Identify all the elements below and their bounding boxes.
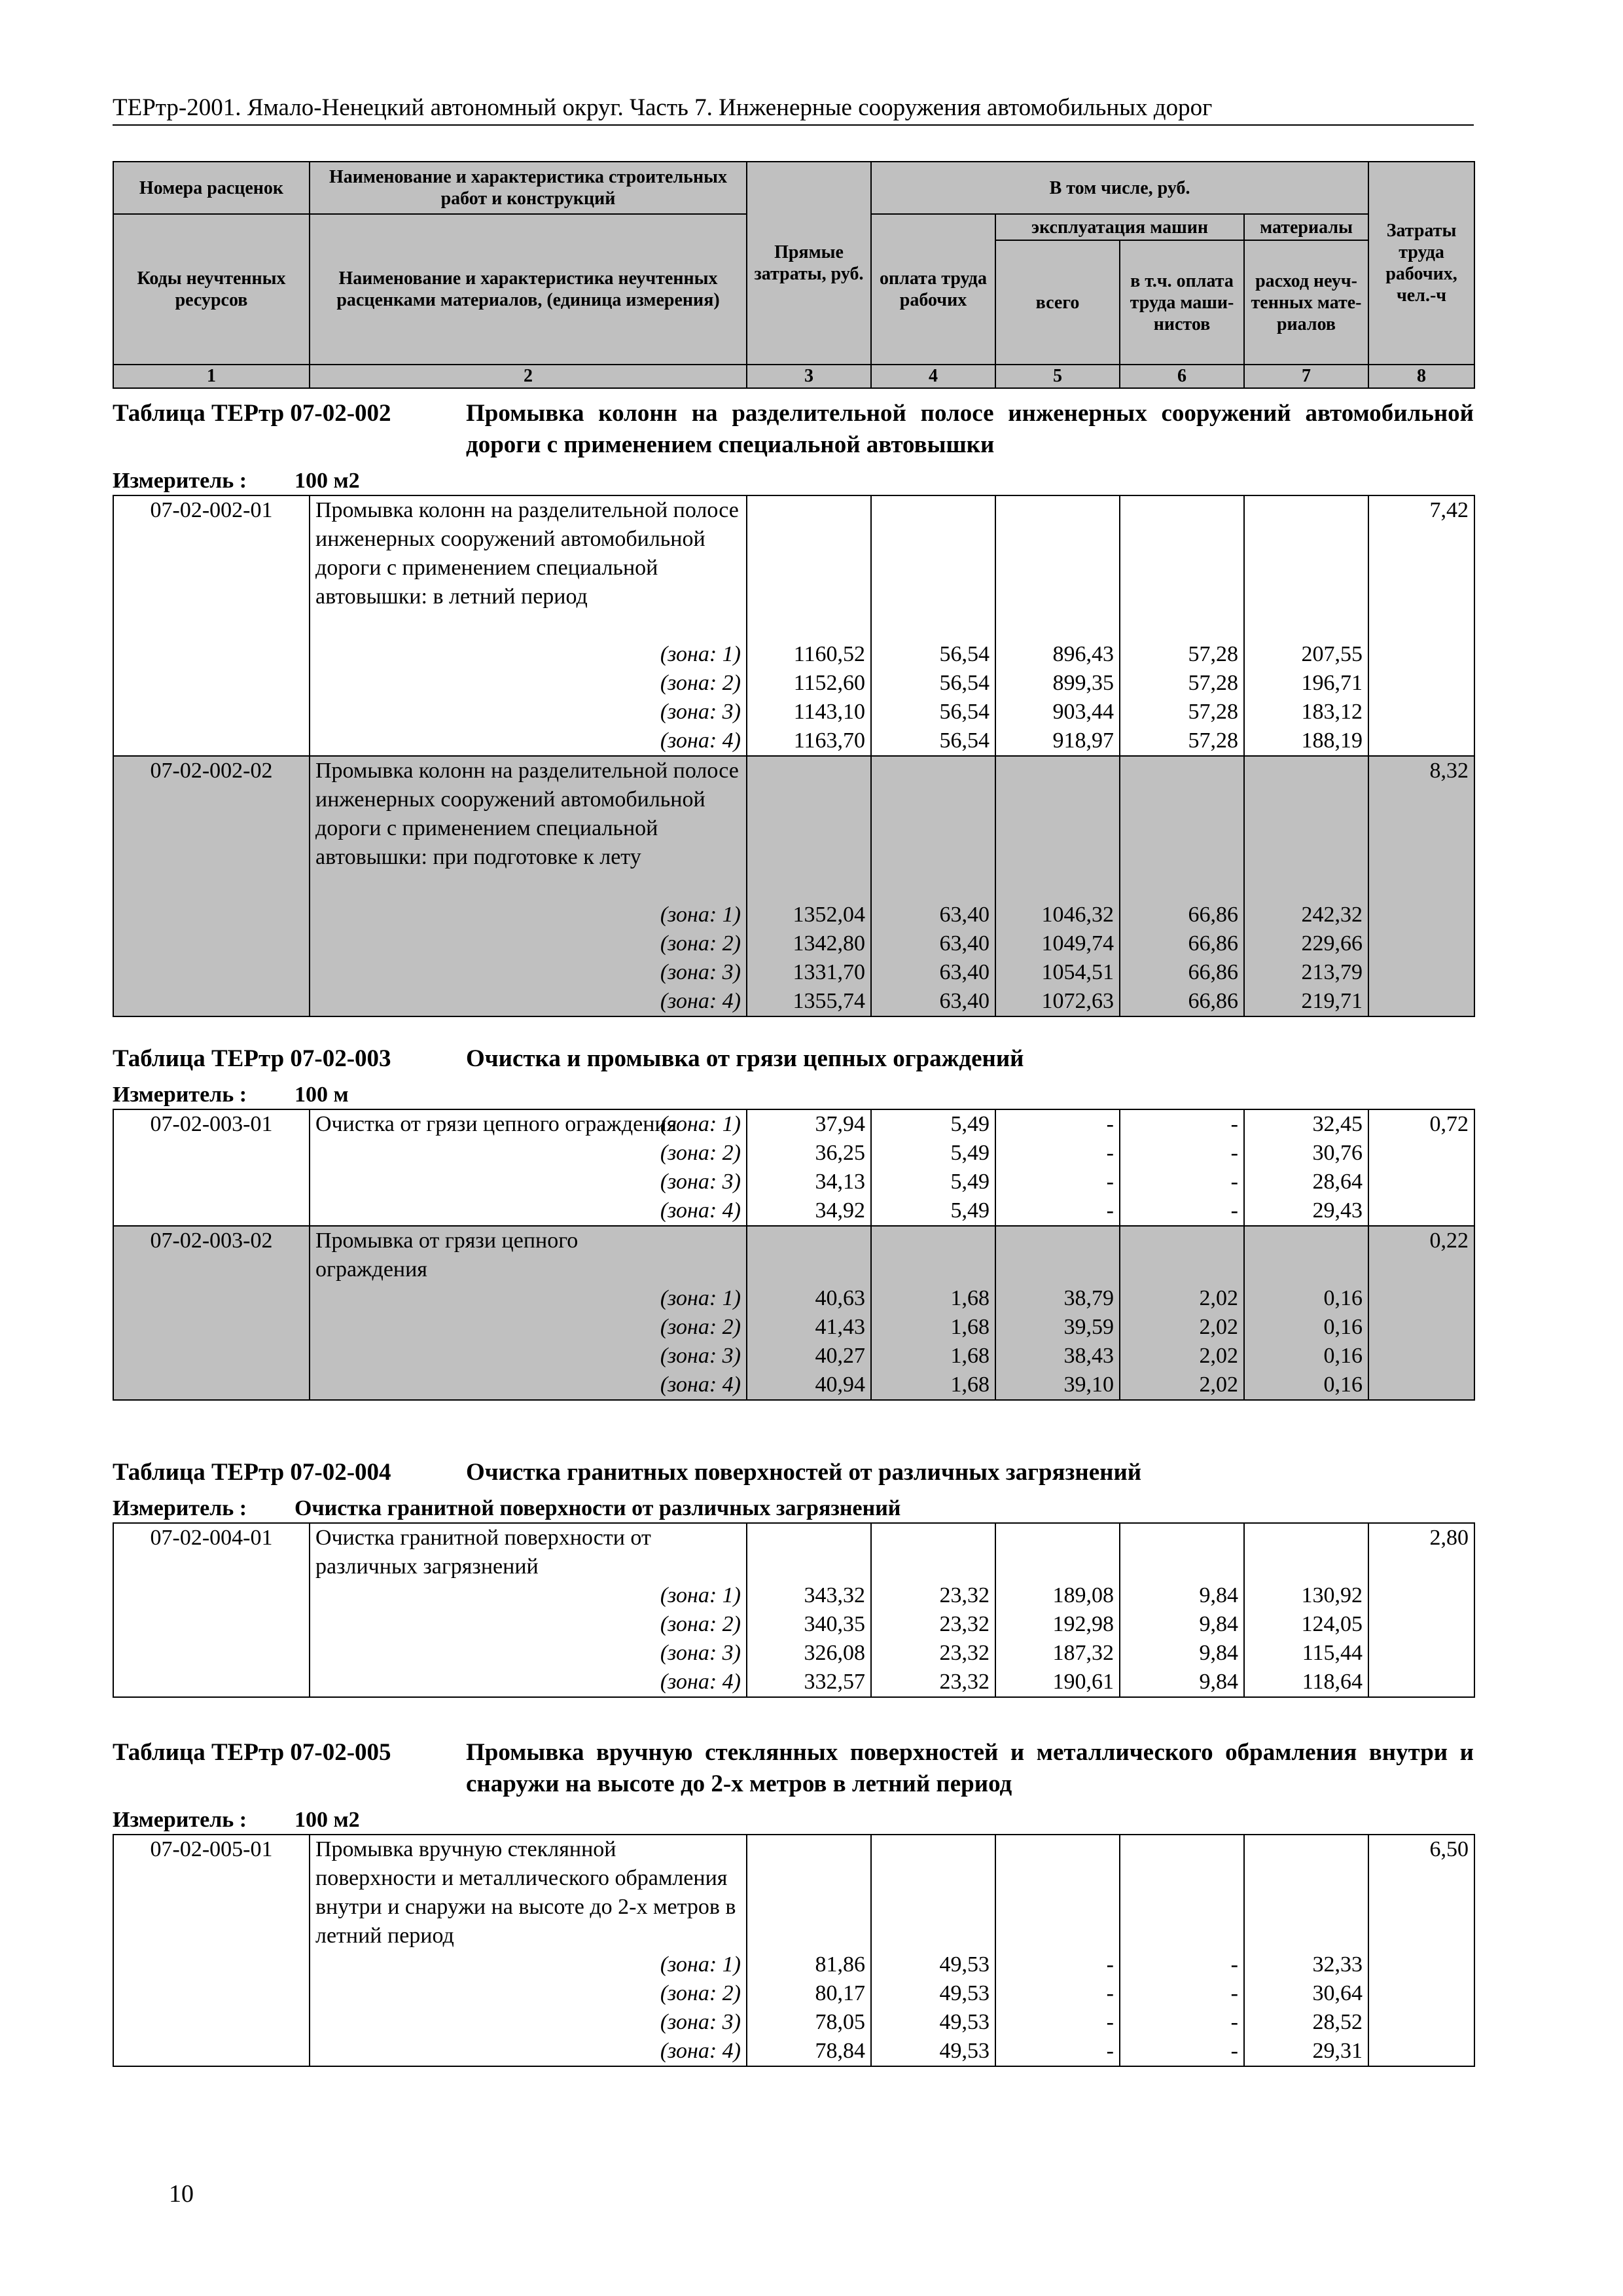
section-07-02-002: [113, 398, 1474, 1017]
zone-label: (зона: 4): [660, 1372, 741, 1397]
zone-label: (зона: 2): [660, 1141, 741, 1165]
rate-name: Очистка гранитной поверхности от различных загрязнений: [315, 1526, 651, 1579]
machinists-cell: 66,86 66,86 66,86 66,86: [1120, 756, 1244, 1016]
materials-cell: 0,16 0,16 0,16 0,16: [1244, 1226, 1368, 1400]
labor-pay-cell: 1,68 1,68 1,68 1,68: [871, 1226, 995, 1400]
zone-label: (зона: 4): [660, 1198, 741, 1223]
machines-cell: 1046,32 1049,74 1054,51 1072,63: [995, 756, 1120, 1016]
zone-label: (зона: 2): [660, 1981, 741, 2005]
zone-label: (зона: 4): [660, 728, 741, 753]
section-07-02-003: [113, 1043, 1474, 1401]
labor-pay-cell: 23,32 23,32 23,32 23,32: [871, 1523, 995, 1697]
header-total: всего: [995, 240, 1120, 365]
materials-cell: 242,32 229,66 213,79 219,71: [1244, 756, 1368, 1016]
meter-label: Измеритель :: [113, 1808, 247, 1832]
section-07-02-005: [113, 1737, 1474, 2067]
machines-cell: - - - -: [995, 1109, 1120, 1226]
header-labor-pay: оплата труда рабочих: [871, 214, 995, 365]
labor-costs-cell: 7,42: [1368, 495, 1474, 756]
labor-costs-cell: 8,32: [1368, 756, 1474, 1016]
labor-pay-cell: 63,40 63,40 63,40 63,40: [871, 756, 995, 1016]
table-title: Очистка и промывка от грязи цепных ограждений: [466, 1045, 1024, 1072]
zone-label: (зона: 1): [660, 1583, 741, 1607]
meter-label: Измеритель :: [113, 1496, 247, 1520]
rate-code: 07-02-003-02: [113, 1226, 310, 1400]
rate-code: 07-02-005-01: [113, 1835, 310, 2066]
rate-name: Промывка колонн на разделительной полосе инженерных сооружений автомобильной дороги с применением специальной автовышки: в летний период: [315, 498, 739, 609]
labor-costs-cell: 2,80: [1368, 1523, 1474, 1697]
meter-label: Измеритель :: [113, 469, 247, 493]
header-including: В том числе, руб.: [871, 162, 1368, 214]
direct-costs-cell: 81,86 80,17 78,05 78,84: [747, 1835, 871, 2066]
rate-code: 07-02-002-02: [113, 756, 310, 1016]
rate-row: [113, 1226, 1474, 1400]
zone-label: (зона: 2): [660, 1315, 741, 1339]
materials-cell: 32,45 30,76 28,64 29,43: [1244, 1109, 1368, 1226]
direct-costs-cell: 1352,04 1342,80 1331,70 1355,74: [747, 756, 871, 1016]
rate-name-cell: [310, 756, 747, 1016]
header-name-char: Наименование и характеристика строительных работ и конструкций: [310, 162, 747, 214]
meter-value: Очистка гранитной поверхности от различных загрязнений: [294, 1496, 901, 1520]
col-number: 5: [995, 365, 1120, 388]
direct-costs-cell: 40,63 41,43 40,27 40,94: [747, 1226, 871, 1400]
meter-label: Измеритель :: [113, 1083, 247, 1107]
rate-code: 07-02-003-01: [113, 1109, 310, 1226]
col-number: 7: [1244, 365, 1368, 388]
rate-name-cell: [310, 1523, 747, 1697]
page-number: 10: [169, 2180, 194, 2208]
labor-pay-cell: 5,49 5,49 5,49 5,49: [871, 1109, 995, 1226]
machines-cell: 189,08 192,98 187,32 190,61: [995, 1523, 1120, 1697]
table-number: Таблица ТЕРтр 07-02-004: [113, 1459, 391, 1486]
header-rate-numbers: Номера расценок: [113, 162, 310, 214]
zone-label: (зона: 2): [660, 931, 741, 956]
header-name-unaccounted: Наименование и характеристика неучтенных расценками материалов, (единица измерения): [310, 214, 747, 365]
header-labor-costs: Затраты труда рабочих, чел.-ч: [1368, 162, 1474, 365]
table-number: Таблица ТЕРтр 07-02-002: [113, 400, 391, 427]
machinists-cell: - - - -: [1120, 1835, 1244, 2066]
table-number: Таблица ТЕРтр 07-02-003: [113, 1045, 391, 1072]
zone-label: (зона: 1): [660, 1952, 741, 1977]
zone-label: (зона: 1): [660, 903, 741, 927]
labor-costs-cell: 0,72: [1368, 1109, 1474, 1226]
labor-pay-cell: 56,54 56,54 56,54 56,54: [871, 495, 995, 756]
machines-cell: - - - -: [995, 1835, 1120, 2066]
rate-name-cell: [310, 1109, 747, 1226]
zone-label: (зона: 4): [660, 1670, 741, 1694]
header-direct-costs: Прямые затраты, руб.: [747, 162, 871, 365]
section-07-02-004: [113, 1457, 1474, 1698]
rate-name-cell: [310, 1226, 747, 1400]
materials-cell: 207,55 196,71 183,12 188,19: [1244, 495, 1368, 756]
zone-label: (зона: 4): [660, 2039, 741, 2063]
machinists-cell: 9,84 9,84 9,84 9,84: [1120, 1523, 1244, 1697]
rate-name: Очистка от грязи цепного ограждения: [315, 1112, 677, 1136]
rate-row: [113, 495, 1474, 756]
col-number: 6: [1120, 365, 1244, 388]
direct-costs-cell: 1160,52 1152,60 1143,10 1163,70: [747, 495, 871, 756]
header-codes: Коды неучтенных ресурсов: [113, 214, 310, 365]
materials-cell: 130,92 124,05 115,44 118,64: [1244, 1523, 1368, 1697]
zone-label: (зона: 3): [660, 960, 741, 984]
rate-name: Промывка от грязи цепного ограждения: [315, 1229, 579, 1282]
col-number: 3: [747, 365, 871, 388]
rates-table: [113, 495, 1475, 1017]
labor-pay-cell: 49,53 49,53 49,53 49,53: [871, 1835, 995, 2066]
zone-label: (зона: 2): [660, 1612, 741, 1636]
zone-label: (зона: 1): [660, 642, 741, 666]
table-number: Таблица ТЕРтр 07-02-005: [113, 1739, 391, 1766]
meter-value: 100 м: [294, 1083, 349, 1107]
machines-cell: 896,43 899,35 903,44 918,97: [995, 495, 1120, 756]
col-number: 1: [113, 365, 310, 388]
rate-row: [113, 1523, 1474, 1697]
machinists-cell: 57,28 57,28 57,28 57,28: [1120, 495, 1244, 756]
rates-table: [113, 1834, 1475, 2067]
rate-row: [113, 1835, 1474, 2066]
rate-name: Промывка вручную стеклянной поверхности и металлического обрамления внутри и снаружи на высоте до 2-х метров в летний период: [315, 1837, 736, 1948]
direct-costs-cell: 343,32 340,35 326,08 332,57: [747, 1523, 871, 1697]
materials-cell: 32,33 30,64 28,52 29,31: [1244, 1835, 1368, 2066]
table-title: Промывка колонн на разделительной полосе инженерных сооружений автомобильной дороги с применением специальной автовышки: [466, 400, 1474, 458]
labor-costs-cell: 0,22: [1368, 1226, 1474, 1400]
rate-name-cell: [310, 495, 747, 756]
zone-label: (зона: 3): [660, 1170, 741, 1194]
header-materials: материалы: [1244, 214, 1368, 240]
rate-row: [113, 756, 1474, 1016]
rates-table: [113, 1109, 1475, 1401]
rates-table: [113, 1522, 1475, 1698]
zone-label: (зона: 4): [660, 989, 741, 1013]
labor-costs-cell: 6,50: [1368, 1835, 1474, 2066]
direct-costs-cell: 37,94 36,25 34,13 34,92: [747, 1109, 871, 1226]
rate-name: Промывка колонн на разделительной полосе инженерных сооружений автомобильной дороги с применением специальной автовышки: при подготовке к лету: [315, 759, 739, 869]
rate-name-cell: [310, 1835, 747, 2066]
page-header: ТЕРтр-2001. Ямало-Ненецкий автономный округ. Часть 7. Инженерные сооружения автомобильных дорог: [113, 93, 1474, 126]
rate-row: [113, 1109, 1474, 1226]
col-number: 8: [1368, 365, 1474, 388]
zone-label: (зона: 3): [660, 700, 741, 724]
col-number: 2: [310, 365, 747, 388]
zone-label: (зона: 3): [660, 1344, 741, 1368]
table-title: Очистка гранитных поверхностей от различных загрязнений: [466, 1459, 1142, 1486]
header-materials-consumption: расход неуч-тенных мате-риалов: [1244, 240, 1368, 365]
rate-code: 07-02-002-01: [113, 495, 310, 756]
machinists-cell: - - - -: [1120, 1109, 1244, 1226]
rate-code: 07-02-004-01: [113, 1523, 310, 1697]
zone-label: (зона: 3): [660, 1641, 741, 1665]
machines-cell: 38,79 39,59 38,43 39,10: [995, 1226, 1120, 1400]
column-header-table: [113, 161, 1475, 389]
zone-label: (зона: 1): [660, 1112, 741, 1136]
meter-value: 100 м2: [294, 469, 360, 493]
zone-label: (зона: 1): [660, 1286, 741, 1310]
machinists-cell: 2,02 2,02 2,02 2,02: [1120, 1226, 1244, 1400]
zone-label: (зона: 2): [660, 671, 741, 695]
header-machine-operation: эксплуатация машин: [995, 214, 1244, 240]
header-machinist-pay: в т.ч. оплата труда маши-нистов: [1120, 240, 1244, 365]
meter-value: 100 м2: [294, 1808, 360, 1832]
zone-label: (зона: 3): [660, 2010, 741, 2034]
col-number: 4: [871, 365, 995, 388]
table-title: Промывка вручную стеклянных поверхностей и металлического обрамления внутри и снаружи на высоте до 2-х метров в летний период: [466, 1739, 1474, 1797]
